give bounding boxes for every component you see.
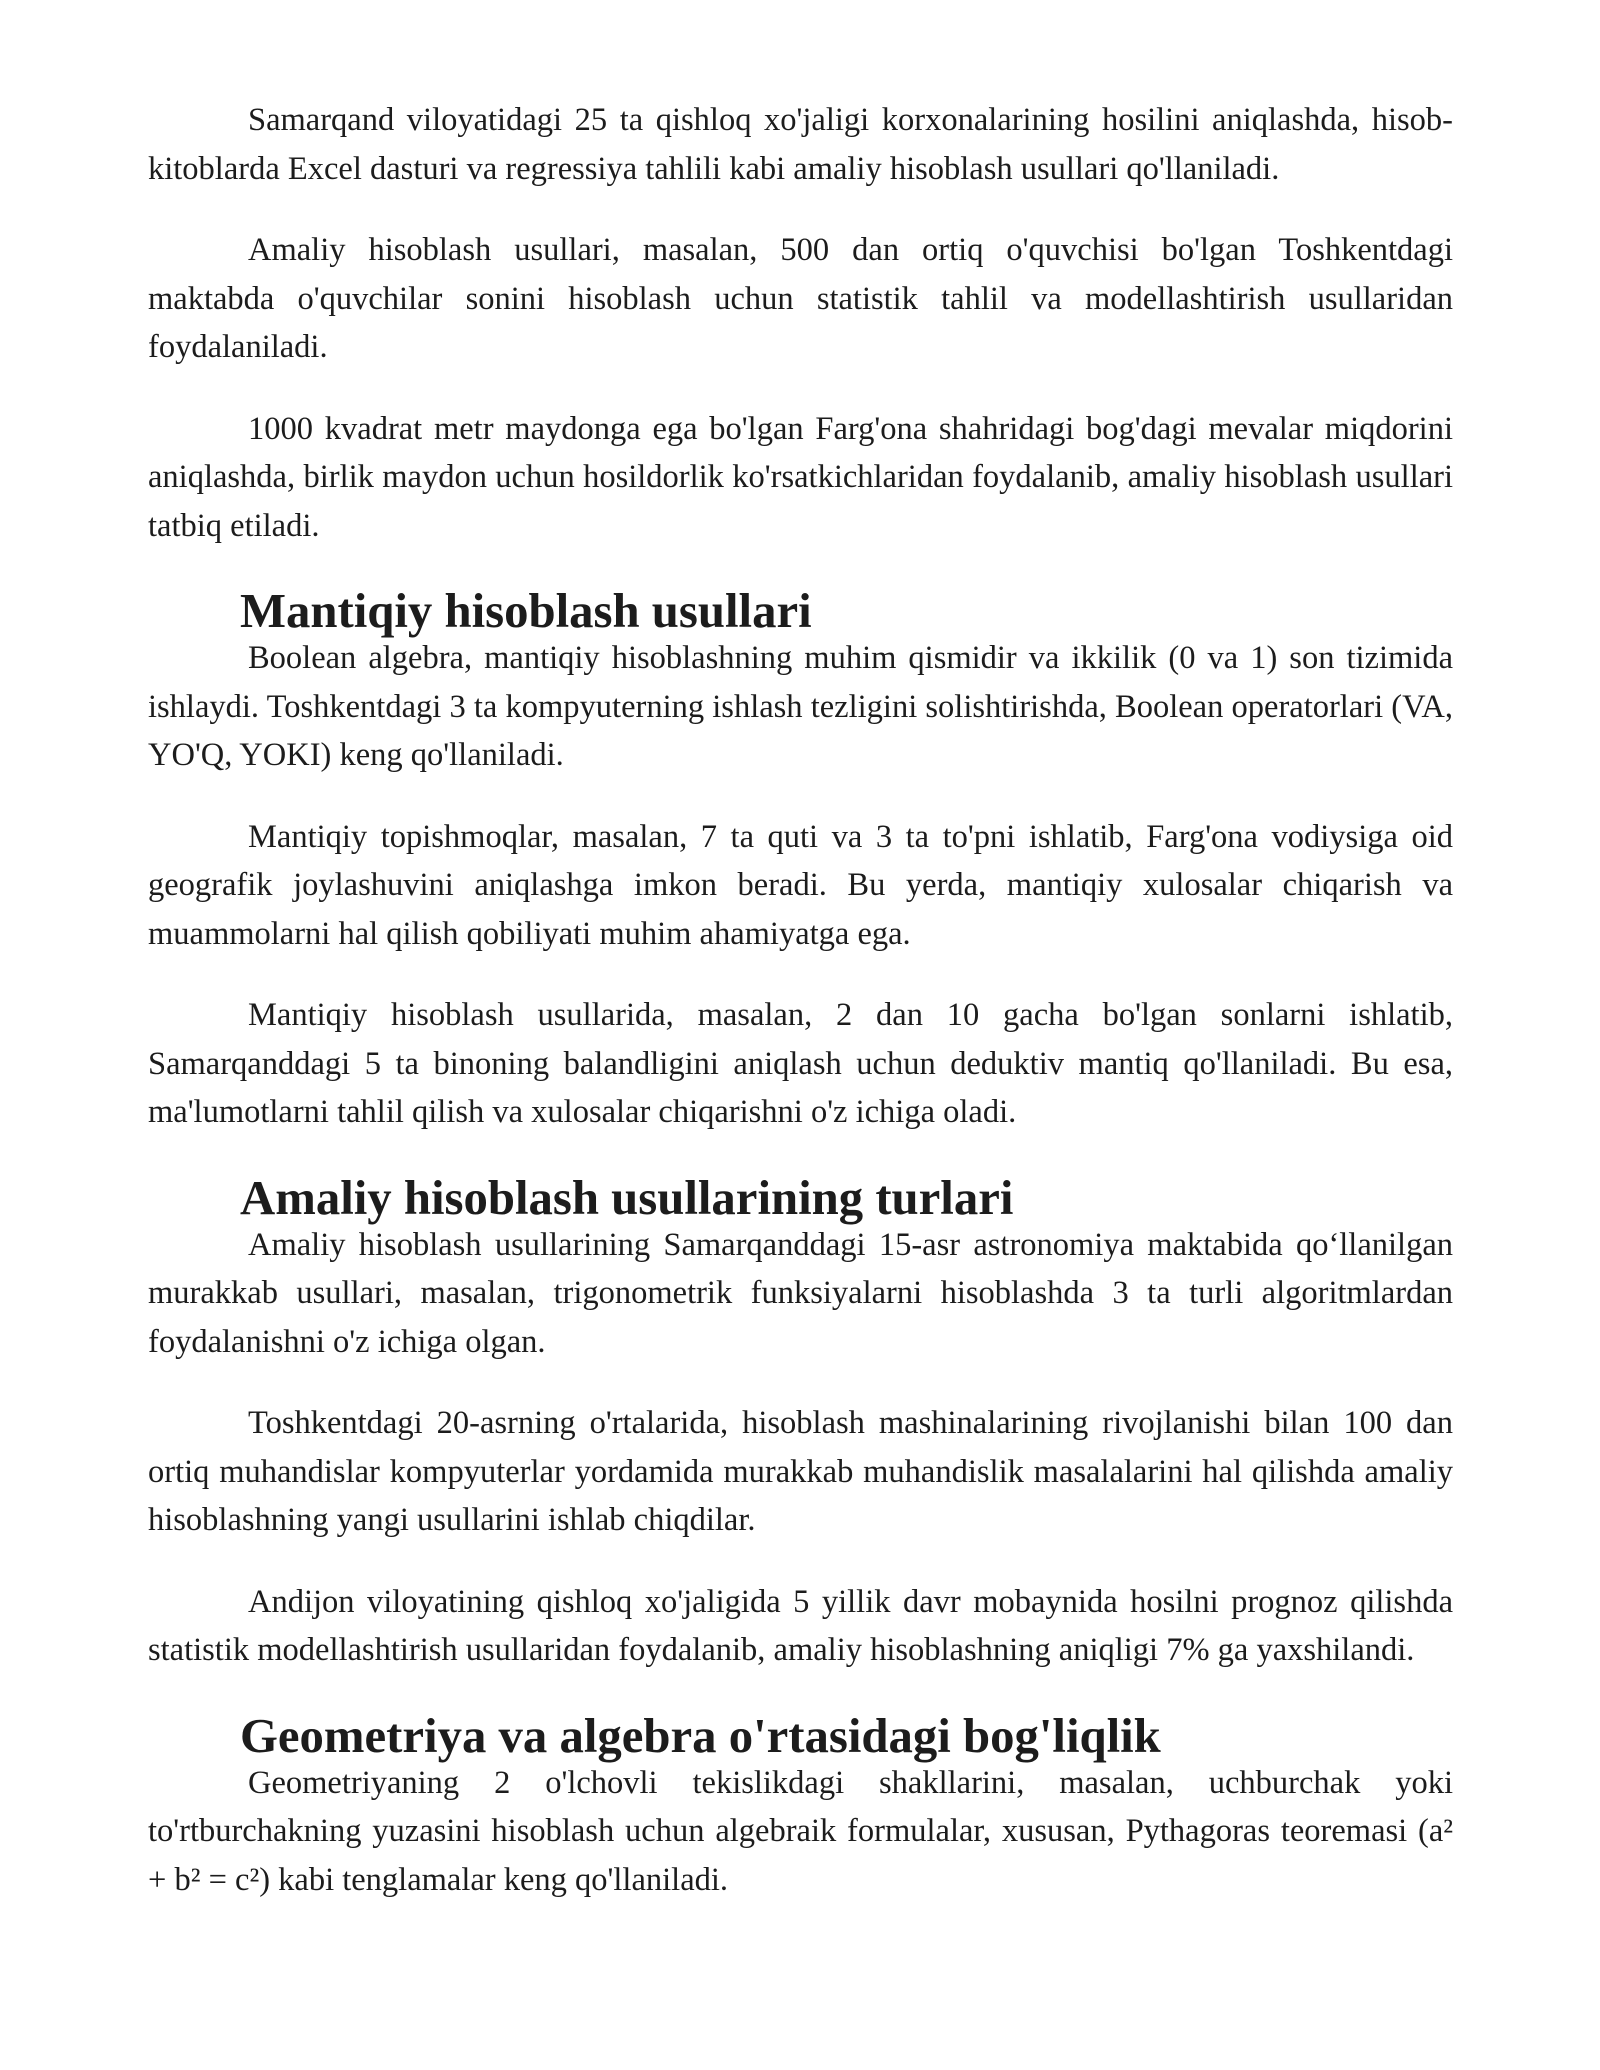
- paragraph: Boolean algebra, mantiqiy hisoblashning muhim qismidir va ikkilik (0 va 1) son tizimida ishlaydi. Toshkentdagi 3 ta kompyuterning ishlash tezligini solishtirishda, Boolean operatorlari (VA, YO'Q, YOKI) keng qo'llaniladi.: [148, 640, 1453, 773]
- paragraph: 1000 kvadrat metr maydonga ega bo'lgan Farg'ona shahridagi bog'dagi mevalar miqdorini aniqlashda, birlik maydon uchun hosildorlik ko'rsatkichlaridan foydalanib, amaliy hisoblash usullari tatbiq etiladi.: [148, 410, 1453, 544]
- section-mantiqiy: [148, 584, 1453, 1137]
- section-heading: Mantiqiy hisoblash usullari: [240, 584, 812, 638]
- paragraph: Amaliy hisoblash usullarining Samarqanddagi 15-asr astronomiya maktabida qo‘llanilgan murakkab usullari, masalan, trigonometrik funksiyalarni hisoblashda 3 ta turli algoritmlardan foydalanishni o'z ichiga olgan.: [148, 1226, 1453, 1360]
- document-page: [148, 96, 1453, 1937]
- paragraph: Toshkentdagi 20-asrning o'rtalarida, hisoblash mashinalarining rivojlanishi bilan 100 dan ortiq muhandislar kompyuterlar yordamida murakkab muhandislik masalalarini hal qilishda amaliy hisoblashning yangi usullarini ishlab chiqdilar.: [148, 1405, 1453, 1538]
- section-heading: Geometriya va algebra o'rtasidagi bog'liqlik: [240, 1708, 1161, 1763]
- paragraph: Andijon viloyatining qishloq xo'jaligida 5 yillik davr mobaynida hosilni prognoz qilishda statistik modellashtirish usullaridan foydalanib, amaliy hisoblashning aniqligi 7% ga yaxshilandi.: [148, 1583, 1453, 1668]
- paragraph: Amaliy hisoblash usullari, masalan, 500 dan ortiq o'quvchisi bo'lgan Toshkentdagi maktabda o'quvchilar sonini hisoblash uchun statistik tahlil va modellashtirish usullaridan foydalaniladi.: [148, 232, 1453, 365]
- section-geometriya-algebra: [148, 1708, 1453, 1905]
- section-amaliy-turlari: [148, 1170, 1453, 1675]
- paragraph: Mantiqiy topishmoqlar, masalan, 7 ta quti va 3 ta to'pni ishlatib, Farg'ona vodiysiga oid geografik joylashuvini aniqlashga imkon beradi. Bu yerda, mantiqiy xulosalar chiqarish va muammolarni hal qilish qobiliyati muhim ahamiyatga ega.: [148, 818, 1453, 952]
- paragraph: Geometriyaning 2 o'lchovli tekislikdagi shakllarini, masalan, uchburchak yoki to'rtburchakning yuzasini hisoblash uchun algebraik formulalar, xususan, Pythagoras teoremasi (a² + b² = c²) kabi tenglamalar keng qo'llaniladi.: [148, 1764, 1453, 1898]
- paragraph: Mantiqiy hisoblash usullarida, masalan, 2 dan 10 gacha bo'lgan sonlarni ishlatib, Samarqanddagi 5 ta binoning balandligini aniqlash uchun deduktiv mantiq qo'llaniladi. Bu esa, ma'lumotlarni tahlil qilish va xulosalar chiqarishni o'z ichiga oladi.: [148, 997, 1453, 1130]
- paragraph: Samarqand viloyatidagi 25 ta qishloq xo'jaligi korxonalarining hosilini aniqlashda, hisob-kitoblarda Excel dasturi va regressiya tahlili kabi amaliy hisoblash usullari qo'llaniladi.: [148, 102, 1453, 187]
- section-heading: Amaliy hisoblash usullarining turlari: [240, 1170, 1014, 1225]
